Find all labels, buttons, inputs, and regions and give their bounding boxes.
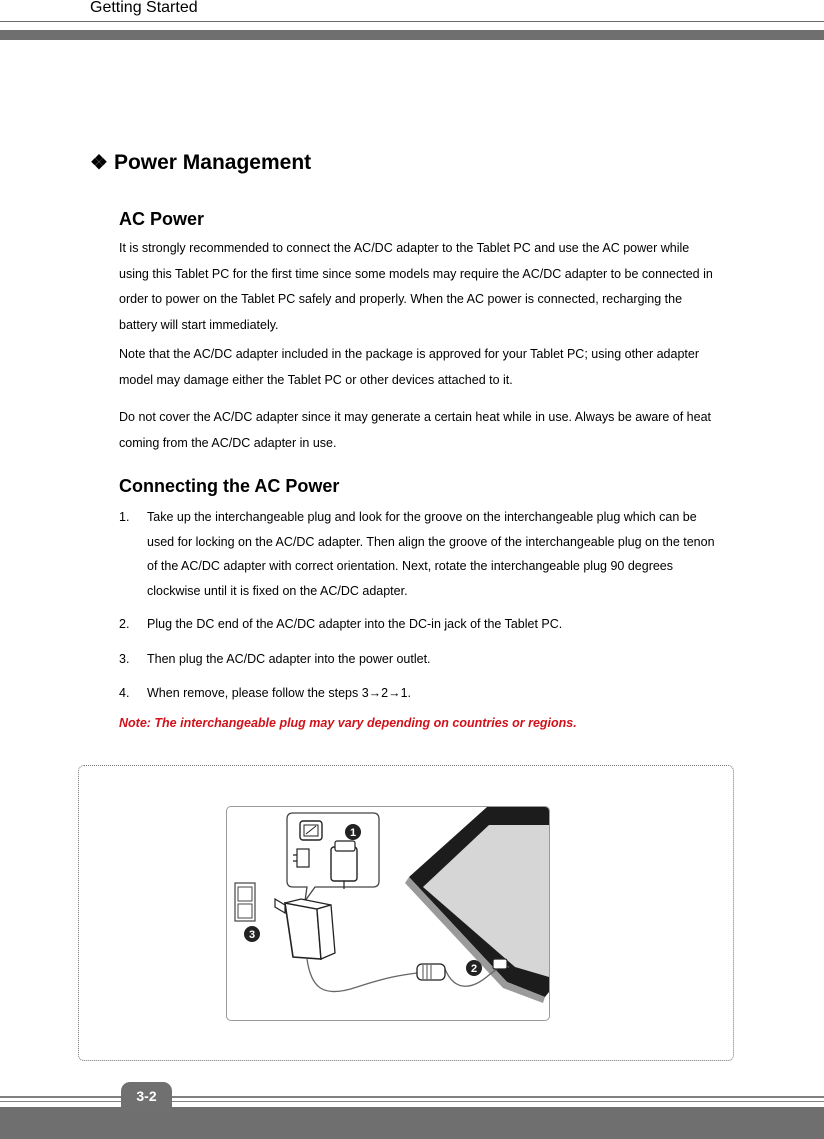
svg-text:2: 2 <box>470 963 478 975</box>
ac-connection-illustration <box>226 806 550 1021</box>
power-outlet-icon <box>235 883 255 921</box>
page-number-tab: 3-2 <box>121 1082 172 1112</box>
callout-1 <box>345 824 361 840</box>
step-number: 3. <box>119 652 130 666</box>
ac-power-paragraph-3: Do not cover the AC/DC adapter since it may generate a certain heat while in use. Always be aware of heat coming from the AC/DC adapter in use. <box>119 410 711 450</box>
step-text: Take up the interchangeable plug and look for the groove on the interchangeable plug which can be used for locking on the AC/DC adapter. Then align the groove of the interchangeable plug on the tenon of the AC/DC adapter with correct orientation. Next, rotate the interchangeable plug 90 degrees clockwise until it is fixed on the AC/DC adapter. <box>147 510 715 598</box>
step-text: Then plug the AC/DC adapter into the power outlet. <box>147 652 431 666</box>
callout-2 <box>466 960 482 976</box>
step-number: 4. <box>119 686 130 700</box>
ac-power-paragraph-1: It is strongly recommended to connect the AC/DC adapter to the Tablet PC and use the AC power while using this Tablet PC for the first time since some models may require the AC/DC adapter to be connected in order to power on the Tablet PC safely and properly. When the AC power is connected, recharging the battery will start immediately. <box>119 241 713 332</box>
header-bar <box>0 30 824 40</box>
callout-3 <box>244 926 260 942</box>
header-title: Getting Started <box>90 0 198 16</box>
step-item <box>119 647 719 672</box>
regional-plug-note: Note: The interchangeable plug may vary depending on countries or regions. <box>119 716 577 730</box>
ac-adapter-icon <box>275 899 335 959</box>
section-title <box>90 150 311 175</box>
step-text: Plug the DC end of the AC/DC adapter into the DC-in jack of the Tablet PC. <box>147 617 563 631</box>
step-item <box>119 612 719 637</box>
svg-text:3: 3 <box>248 929 256 941</box>
svg-text:1: 1 <box>349 827 357 839</box>
ac-power-paragraph-2: Note that the AC/DC adapter included in the package is approved for your Tablet PC; using other adapter model may damage either the Tablet PC or other devices attached to it. <box>119 347 699 387</box>
ac-power-heading: AC Power <box>119 209 205 229</box>
step-item <box>119 505 719 603</box>
step-number: 2. <box>119 617 130 631</box>
section-title-text: Power Management <box>113 151 312 174</box>
header-rule <box>0 21 824 22</box>
step-item <box>119 681 719 706</box>
step-text: When remove, please follow the steps 3→2→1. <box>147 686 412 700</box>
diamond-bullet-icon: ❖ <box>90 152 108 174</box>
step-number: 1. <box>119 510 130 524</box>
connecting-heading: Connecting the AC Power <box>119 476 340 496</box>
